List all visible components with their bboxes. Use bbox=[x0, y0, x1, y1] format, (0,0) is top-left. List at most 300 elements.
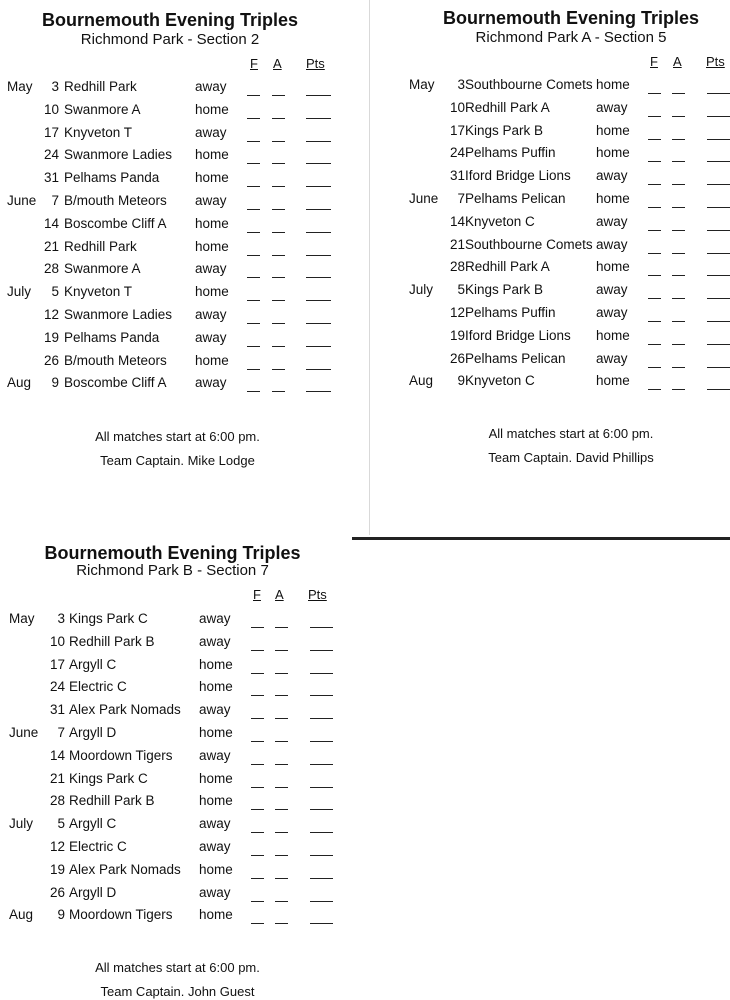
points-blank bbox=[306, 323, 331, 324]
score-for-blank bbox=[648, 93, 661, 94]
score-against-blank bbox=[672, 344, 685, 345]
score-for-blank bbox=[251, 923, 264, 924]
fixture-opponent: Pelhams Pelican bbox=[465, 350, 566, 366]
fixture-row bbox=[400, 328, 730, 348]
fixture-opponent: Pelhams Panda bbox=[64, 329, 160, 345]
fixture-day: 9 bbox=[51, 375, 59, 391]
card-subtitle: Richmond Park B - Section 7 bbox=[76, 562, 269, 579]
fixture-opponent: Pelhams Pelican bbox=[465, 191, 566, 206]
fixture-venue: home bbox=[195, 238, 229, 254]
fixture-venue: home bbox=[596, 259, 630, 275]
header-for: F bbox=[253, 587, 261, 602]
points-blank bbox=[310, 764, 333, 765]
score-against-blank bbox=[272, 323, 285, 324]
fixture-opponent: Kings Park C bbox=[69, 611, 148, 626]
fixture-card-section-2 bbox=[0, 0, 360, 520]
score-against-blank bbox=[272, 141, 285, 142]
header-for: F bbox=[650, 54, 658, 69]
fixture-row bbox=[0, 679, 360, 699]
card-title: Bournemouth Evening Triples bbox=[442, 8, 700, 28]
fixture-day: 3 bbox=[51, 79, 59, 94]
fixture-row bbox=[0, 330, 360, 350]
score-against-blank bbox=[272, 163, 285, 164]
score-for-blank bbox=[648, 389, 661, 390]
score-for-blank bbox=[251, 809, 264, 810]
points-blank bbox=[707, 298, 730, 299]
fixture-row bbox=[0, 307, 360, 327]
fixture-row bbox=[400, 351, 730, 371]
header-points: Pts bbox=[706, 54, 725, 69]
score-against-blank bbox=[272, 300, 285, 301]
fixture-row bbox=[0, 839, 360, 859]
fixture-month: July bbox=[7, 284, 32, 300]
fixture-row bbox=[0, 102, 360, 122]
fixture-row bbox=[0, 239, 360, 259]
score-against-blank bbox=[275, 718, 288, 719]
fixture-day: 28 bbox=[449, 259, 465, 275]
fixture-opponent: Alex Park Nomads bbox=[69, 702, 181, 718]
fixture-opponent: Pelhams Puffin bbox=[465, 145, 556, 161]
score-for-blank bbox=[251, 650, 264, 651]
score-against-blank bbox=[275, 923, 288, 924]
footer-captain: Team Captain. David Phillips bbox=[488, 450, 654, 465]
fixture-day: 10 bbox=[49, 633, 65, 649]
score-against-blank bbox=[272, 95, 285, 96]
score-for-blank bbox=[247, 255, 260, 256]
points-blank bbox=[707, 321, 730, 322]
fixture-day: 10 bbox=[43, 101, 59, 117]
score-for-blank bbox=[648, 321, 661, 322]
score-against-blank bbox=[672, 207, 685, 208]
fixture-row bbox=[400, 100, 730, 120]
fixture-venue: home bbox=[199, 679, 233, 695]
fixture-row bbox=[0, 748, 360, 768]
points-blank bbox=[707, 139, 730, 140]
fixture-venue: home bbox=[596, 191, 630, 206]
fixture-month: May bbox=[409, 77, 435, 92]
points-blank bbox=[306, 277, 331, 278]
fixture-opponent: Swanmore Ladies bbox=[64, 307, 173, 322]
fixture-opponent: Pelhams Panda bbox=[64, 170, 160, 186]
fixture-row bbox=[0, 885, 360, 905]
score-against-blank bbox=[275, 787, 288, 788]
score-against-blank bbox=[272, 369, 285, 370]
score-for-blank bbox=[247, 141, 260, 142]
points-blank bbox=[306, 163, 331, 164]
fixture-opponent: Knyveton C bbox=[465, 373, 535, 389]
score-for-blank bbox=[648, 275, 661, 276]
fixture-day: 28 bbox=[49, 793, 65, 809]
fixture-venue: home bbox=[195, 147, 229, 163]
fixture-venue: away bbox=[199, 633, 231, 649]
fixture-opponent: Kings Park B bbox=[465, 282, 544, 298]
fixture-venue: away bbox=[195, 307, 227, 322]
points-blank bbox=[707, 184, 730, 185]
fixture-day: 14 bbox=[449, 213, 465, 229]
fixture-row bbox=[0, 125, 360, 145]
fixture-day: 5 bbox=[57, 816, 65, 832]
fixture-venue: home bbox=[596, 77, 630, 92]
fixture-day: 12 bbox=[449, 305, 465, 320]
points-blank bbox=[306, 186, 331, 187]
header-against: A bbox=[275, 587, 284, 602]
fixture-day: 12 bbox=[49, 839, 65, 854]
points-blank bbox=[306, 141, 331, 142]
points-blank bbox=[310, 832, 333, 833]
fixture-venue: home bbox=[199, 725, 233, 740]
fixture-day: 17 bbox=[49, 656, 65, 672]
fixture-day: 31 bbox=[449, 168, 465, 184]
score-for-blank bbox=[247, 346, 260, 347]
card-title: Bournemouth Evening Triples bbox=[44, 543, 301, 563]
score-against-blank bbox=[272, 277, 285, 278]
fixture-opponent: Boscombe Cliff A bbox=[64, 375, 167, 391]
footer-captain: Team Captain. John Guest bbox=[100, 984, 255, 999]
header-against: A bbox=[273, 56, 282, 71]
score-for-blank bbox=[247, 232, 260, 233]
fixture-month: May bbox=[7, 79, 33, 94]
fixture-opponent: Argyll C bbox=[69, 816, 117, 832]
card-subtitle: Richmond Park - Section 2 bbox=[80, 31, 260, 48]
score-for-blank bbox=[251, 673, 264, 674]
score-for-blank bbox=[648, 184, 661, 185]
points-blank bbox=[707, 93, 730, 94]
score-against-blank bbox=[275, 695, 288, 696]
points-blank bbox=[306, 369, 331, 370]
fixture-day: 7 bbox=[51, 193, 59, 208]
footer-start-time: All matches start at 6:00 pm. bbox=[95, 429, 260, 444]
fixture-row bbox=[400, 373, 730, 393]
fixture-day: 9 bbox=[457, 373, 465, 389]
score-for-blank bbox=[251, 855, 264, 856]
score-against-blank bbox=[272, 118, 285, 119]
fixture-day: 19 bbox=[449, 327, 465, 343]
fixture-opponent: Kings Park C bbox=[69, 770, 148, 786]
score-for-blank bbox=[247, 391, 260, 392]
score-for-blank bbox=[247, 118, 260, 119]
score-against-blank bbox=[672, 230, 685, 231]
fixture-day: 24 bbox=[449, 145, 465, 161]
fixture-opponent: B/mouth Meteors bbox=[64, 352, 167, 368]
fixture-venue: home bbox=[596, 145, 630, 161]
fixture-day: 26 bbox=[43, 352, 59, 368]
fixture-opponent: Redhill Park bbox=[64, 79, 137, 94]
fixture-row bbox=[400, 214, 730, 234]
fixture-venue: away bbox=[596, 213, 628, 229]
score-for-blank bbox=[251, 787, 264, 788]
score-for-blank bbox=[247, 209, 260, 210]
fixture-month: July bbox=[409, 282, 434, 298]
fixture-venue: away bbox=[596, 168, 628, 184]
fixture-row bbox=[0, 611, 360, 631]
fixture-day: 17 bbox=[449, 122, 465, 138]
score-for-blank bbox=[648, 207, 661, 208]
points-blank bbox=[707, 389, 730, 390]
fixture-row bbox=[0, 634, 360, 654]
fixture-opponent: Redhill Park A bbox=[465, 99, 550, 115]
points-blank bbox=[310, 695, 333, 696]
score-for-blank bbox=[251, 764, 264, 765]
fixture-row bbox=[400, 77, 730, 97]
score-against-blank bbox=[275, 878, 288, 879]
fixture-row bbox=[0, 79, 360, 99]
fixture-venue: home bbox=[199, 770, 233, 786]
fixture-opponent: Redhill Park B bbox=[69, 793, 155, 809]
footer-start-time: All matches start at 6:00 pm. bbox=[488, 426, 654, 441]
fixture-opponent: Knyveton T bbox=[64, 124, 133, 140]
score-against-blank bbox=[672, 184, 685, 185]
score-for-blank bbox=[247, 95, 260, 96]
fixture-day: 31 bbox=[49, 702, 65, 718]
points-blank bbox=[310, 878, 333, 879]
fixture-day: 24 bbox=[49, 679, 65, 695]
score-for-blank bbox=[247, 186, 260, 187]
score-against-blank bbox=[672, 139, 685, 140]
score-against-blank bbox=[272, 346, 285, 347]
points-blank bbox=[306, 209, 331, 210]
fixture-venue: away bbox=[596, 350, 628, 366]
score-for-blank bbox=[648, 367, 661, 368]
points-blank bbox=[306, 346, 331, 347]
fixture-opponent: Pelhams Puffin bbox=[465, 305, 556, 320]
fixture-opponent: Knyveton T bbox=[64, 284, 133, 300]
header-points: Pts bbox=[308, 587, 327, 602]
header-for: F bbox=[250, 56, 258, 71]
fixture-month: June bbox=[409, 191, 439, 206]
score-against-blank bbox=[672, 321, 685, 322]
score-for-blank bbox=[247, 163, 260, 164]
fixture-venue: home bbox=[195, 215, 229, 231]
fixture-month: July bbox=[9, 816, 34, 832]
fixture-venue: away bbox=[195, 193, 227, 208]
score-against-blank bbox=[275, 855, 288, 856]
fixture-opponent: Argyll D bbox=[69, 884, 117, 900]
points-blank bbox=[707, 344, 730, 345]
score-against-blank bbox=[275, 673, 288, 674]
score-against-blank bbox=[272, 232, 285, 233]
fixture-card-section-5 bbox=[400, 0, 730, 520]
points-blank bbox=[306, 232, 331, 233]
fixture-row bbox=[0, 375, 360, 395]
fixture-venue: away bbox=[596, 305, 628, 320]
fixture-row bbox=[400, 123, 730, 143]
panel-divider-horizontal bbox=[352, 537, 730, 540]
fixture-opponent: Iford Bridge Lions bbox=[465, 168, 571, 184]
score-against-blank bbox=[672, 116, 685, 117]
score-for-blank bbox=[648, 344, 661, 345]
score-against-blank bbox=[672, 367, 685, 368]
fixture-month: June bbox=[7, 193, 37, 208]
fixture-day: 10 bbox=[449, 99, 465, 115]
fixture-opponent: Redhill Park A bbox=[465, 259, 550, 275]
fixture-day: 7 bbox=[57, 725, 65, 740]
fixture-row bbox=[0, 147, 360, 167]
points-blank bbox=[707, 275, 730, 276]
score-against-blank bbox=[272, 391, 285, 392]
fixture-row bbox=[0, 862, 360, 882]
points-blank bbox=[707, 161, 730, 162]
points-blank bbox=[707, 253, 730, 254]
score-for-blank bbox=[247, 369, 260, 370]
points-blank bbox=[306, 118, 331, 119]
fixture-opponent: Swanmore A bbox=[64, 261, 141, 277]
fixture-opponent: Knyveton C bbox=[465, 213, 535, 229]
score-against-blank bbox=[672, 253, 685, 254]
fixture-day: 12 bbox=[43, 307, 59, 322]
fixture-opponent: Southbourne Comets bbox=[465, 77, 593, 92]
fixture-row bbox=[400, 145, 730, 165]
fixture-opponent: Boscombe Cliff A bbox=[64, 215, 167, 231]
fixture-opponent: Redhill Park bbox=[64, 238, 137, 254]
score-against-blank bbox=[275, 650, 288, 651]
fixture-venue: away bbox=[195, 375, 227, 391]
score-for-blank bbox=[648, 116, 661, 117]
fixture-venue: home bbox=[199, 861, 233, 877]
score-for-blank bbox=[247, 323, 260, 324]
fixture-day: 7 bbox=[457, 191, 465, 206]
fixture-venue: away bbox=[596, 99, 628, 115]
score-against-blank bbox=[272, 209, 285, 210]
fixture-venue: home bbox=[596, 122, 630, 138]
points-blank bbox=[306, 300, 331, 301]
fixture-opponent: Argyll D bbox=[69, 725, 117, 740]
fixture-opponent: Swanmore Ladies bbox=[64, 147, 173, 163]
fixture-day: 5 bbox=[457, 282, 465, 298]
fixture-opponent: Swanmore A bbox=[64, 101, 141, 117]
score-for-blank bbox=[247, 300, 260, 301]
fixture-row bbox=[400, 237, 730, 257]
score-against-blank bbox=[272, 186, 285, 187]
points-blank bbox=[707, 230, 730, 231]
points-blank bbox=[707, 367, 730, 368]
score-against-blank bbox=[275, 901, 288, 902]
fixture-venue: home bbox=[199, 907, 233, 923]
fixture-day: 17 bbox=[43, 124, 59, 140]
footer-captain: Team Captain. Mike Lodge bbox=[100, 453, 255, 468]
fixture-row bbox=[400, 191, 730, 211]
fixture-row bbox=[0, 261, 360, 281]
header-against: A bbox=[673, 54, 682, 69]
fixture-row bbox=[0, 793, 360, 813]
score-against-blank bbox=[672, 161, 685, 162]
fixture-day: 19 bbox=[43, 329, 59, 345]
fixture-day: 5 bbox=[51, 284, 59, 300]
fixture-card-section-7 bbox=[0, 535, 360, 1000]
header-points: Pts bbox=[306, 56, 325, 71]
fixture-day: 21 bbox=[43, 238, 59, 254]
fixture-day: 21 bbox=[449, 236, 465, 252]
score-against-blank bbox=[275, 627, 288, 628]
fixture-venue: away bbox=[199, 611, 231, 626]
points-blank bbox=[306, 391, 331, 392]
fixture-day: 31 bbox=[43, 170, 59, 186]
card-subtitle: Richmond Park A - Section 5 bbox=[475, 29, 667, 46]
fixture-venue: home bbox=[199, 793, 233, 809]
score-against-blank bbox=[672, 93, 685, 94]
points-blank bbox=[306, 255, 331, 256]
fixture-row bbox=[0, 816, 360, 836]
fixture-opponent: Iford Bridge Lions bbox=[465, 327, 571, 343]
points-blank bbox=[310, 627, 333, 628]
fixture-venue: away bbox=[195, 329, 227, 345]
fixture-row bbox=[0, 216, 360, 236]
fixture-row bbox=[0, 657, 360, 677]
score-for-blank bbox=[247, 277, 260, 278]
score-for-blank bbox=[648, 298, 661, 299]
score-for-blank bbox=[648, 253, 661, 254]
fixture-venue: home bbox=[195, 352, 229, 368]
points-blank bbox=[310, 809, 333, 810]
score-for-blank bbox=[251, 901, 264, 902]
score-for-blank bbox=[251, 695, 264, 696]
fixture-day: 9 bbox=[57, 907, 65, 923]
score-for-blank bbox=[648, 230, 661, 231]
fixture-month: Aug bbox=[7, 375, 32, 391]
fixture-venue: away bbox=[596, 236, 628, 252]
score-for-blank bbox=[648, 161, 661, 162]
score-for-blank bbox=[251, 718, 264, 719]
fixture-day: 3 bbox=[57, 611, 65, 626]
fixture-venue: away bbox=[195, 261, 227, 277]
points-blank bbox=[707, 116, 730, 117]
fixture-row bbox=[0, 284, 360, 304]
score-for-blank bbox=[648, 139, 661, 140]
score-against-blank bbox=[272, 255, 285, 256]
fixture-venue: home bbox=[195, 284, 229, 300]
fixture-month: Aug bbox=[409, 373, 434, 389]
fixture-month: May bbox=[9, 611, 35, 626]
score-for-blank bbox=[251, 627, 264, 628]
fixture-opponent: Kings Park B bbox=[465, 122, 544, 138]
points-blank bbox=[310, 901, 333, 902]
fixture-venue: away bbox=[199, 747, 231, 763]
score-against-blank bbox=[672, 275, 685, 276]
fixture-venue: home bbox=[195, 101, 229, 117]
fixture-venue: home bbox=[596, 373, 630, 389]
fixture-venue: away bbox=[199, 816, 231, 832]
fixture-day: 26 bbox=[449, 350, 465, 366]
fixture-venue: away bbox=[596, 282, 628, 298]
fixture-venue: home bbox=[199, 656, 233, 672]
fixture-day: 14 bbox=[49, 747, 65, 763]
fixture-day: 19 bbox=[49, 861, 65, 877]
fixture-row bbox=[400, 259, 730, 279]
fixture-day: 24 bbox=[43, 147, 59, 163]
fixture-venue: away bbox=[199, 702, 231, 718]
fixture-opponent: Electric C bbox=[69, 679, 127, 695]
score-against-blank bbox=[275, 809, 288, 810]
fixture-row bbox=[400, 168, 730, 188]
fixture-venue: away bbox=[195, 124, 227, 140]
fixture-venue: away bbox=[199, 839, 231, 854]
fixture-venue: away bbox=[199, 884, 231, 900]
fixture-venue: home bbox=[596, 327, 630, 343]
fixture-venue: away bbox=[195, 79, 227, 94]
fixture-row bbox=[0, 725, 360, 745]
score-against-blank bbox=[672, 389, 685, 390]
fixture-opponent: Alex Park Nomads bbox=[69, 861, 181, 877]
footer-start-time: All matches start at 6:00 pm. bbox=[95, 960, 260, 975]
fixture-month: Aug bbox=[9, 907, 34, 923]
fixture-month: June bbox=[9, 725, 39, 740]
fixture-day: 21 bbox=[49, 770, 65, 786]
fixture-opponent: Moordown Tigers bbox=[69, 747, 173, 763]
fixture-opponent: Argyll C bbox=[69, 656, 117, 672]
score-for-blank bbox=[251, 878, 264, 879]
fixture-day: 28 bbox=[43, 261, 59, 277]
points-blank bbox=[310, 650, 333, 651]
fixture-row bbox=[0, 907, 360, 927]
